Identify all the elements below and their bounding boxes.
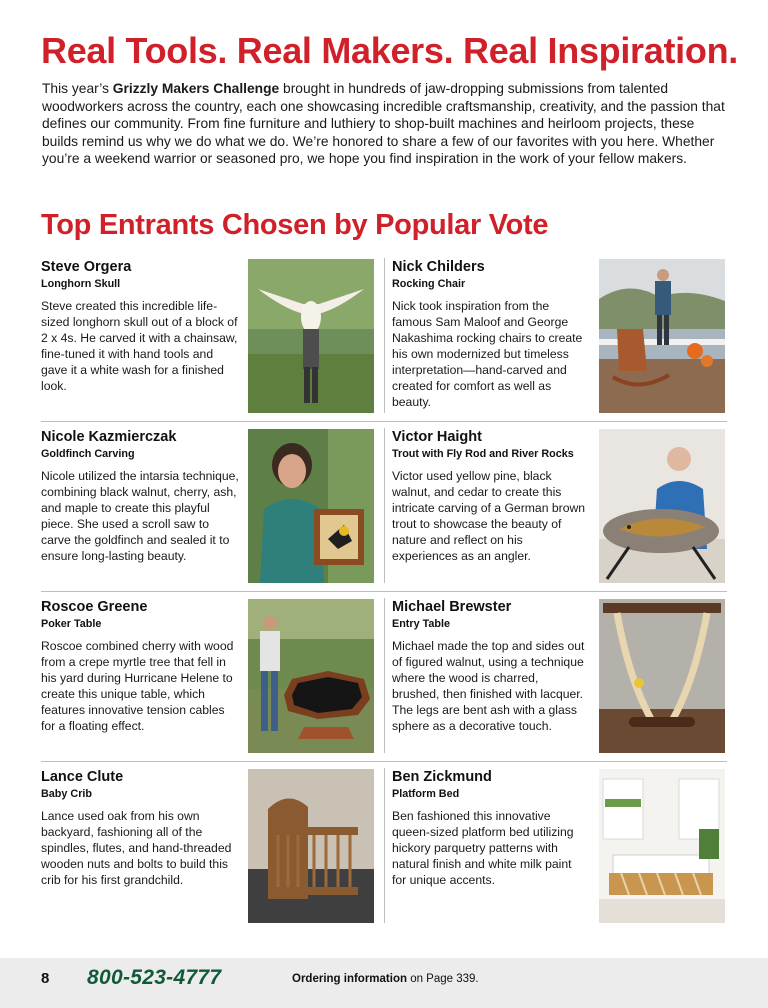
entrant-photo-longhorn-skull <box>248 259 374 413</box>
entrant-name: Michael Brewster <box>392 599 512 615</box>
entrants-row <box>41 428 727 598</box>
entrant-description: Ben fashioned this innovative queen-sized platform bed utilizing hickory parquetry patterns with natural finish and white milk paint for unique accents. <box>392 809 574 887</box>
entrant-description: Lance used oak from his own backyard, fashioning all of the spindles, flutes, and hand-threaded wooden nuts and bolts to build this crib for his first grandchild. <box>41 809 232 887</box>
entrant-card <box>392 598 725 753</box>
page-footer <box>0 958 768 1008</box>
entrant-card <box>392 258 725 413</box>
entrant-description: Roscoe combined cherry with wood from a crepe myrtle tree that fell in his yard during Hurricane Helene to create this unique table, which features innovative tension cables for a floating effect. <box>41 639 234 733</box>
intro-text-start: This year’s <box>42 81 113 96</box>
entrant-description: Nick took inspiration from the famous Sam Maloof and George Nakashima rocking chairs to create his own modernized but timeless interpretation—hand-carved and created for comfort as well as beauty. <box>392 299 583 409</box>
entrant-project: Rocking Chair <box>392 278 466 290</box>
column-divider <box>384 598 385 753</box>
entrant-project: Trout with Fly Rod and River Rocks <box>392 448 574 460</box>
entrants-row <box>41 598 727 768</box>
entrant-project: Longhorn Skull <box>41 278 121 290</box>
entrants-row <box>41 768 727 938</box>
entrant-card <box>392 428 725 583</box>
page-headline: Real Tools. Real Makers. Real Inspiration. <box>41 30 738 71</box>
ordering-info-page: on Page 339. <box>407 973 479 985</box>
entrant-description: Victor used yellow pine, black walnut, and cedar to create this intricate carving of a German brown trout to showcase the beauty of nature and reflect on his experiences as an angler. <box>392 469 586 563</box>
entrant-name: Roscoe Greene <box>41 599 148 615</box>
entrant-description: Steve created this incredible life-sized longhorn skull out of a block of 2 x 4s. He carved it with a chainsaw, fine-tuned it with hand tools and gave it a white wash for a finished look. <box>41 299 238 393</box>
entrant-description: Michael made the top and sides out of figured walnut, using a technique where the wood is charred, brushed, then finished with lacquer. The legs are bent ash with a glass sphere as a decorative touch. <box>392 639 585 733</box>
entrant-photo-rocking-chair <box>599 259 725 413</box>
entrant-photo-goldfinch-carving <box>248 429 374 583</box>
entrant-name: Nick Childers <box>392 259 485 275</box>
entrant-photo-trout-carving <box>599 429 725 583</box>
phone-number[interactable]: 800-523-4777 <box>87 966 222 989</box>
entrant-description: Nicole utilized the intarsia technique, combining black walnut, cherry, ash, and maple to create this playful piece. She used a scroll saw to carve the goldfinch and sealed it to ensure long-lasting beauty. <box>41 469 239 563</box>
entrant-project: Poker Table <box>41 618 102 630</box>
section-title: Top Entrants Chosen by Popular Vote <box>41 209 549 241</box>
entrant-card <box>392 768 725 923</box>
entrant-name: Victor Haight <box>392 429 482 445</box>
entrant-card <box>41 598 374 753</box>
entrant-project: Platform Bed <box>392 788 460 800</box>
entrant-project: Goldfinch Carving <box>41 448 135 460</box>
entrant-photo-platform-bed <box>599 769 725 923</box>
entrant-project: Entry Table <box>392 618 450 630</box>
entrant-card <box>41 428 374 583</box>
page-number: 8 <box>41 970 50 987</box>
entrants-row <box>41 258 727 428</box>
entrant-photo-poker-table <box>248 599 374 753</box>
entrant-name: Ben Zickmund <box>392 769 492 785</box>
entrant-name: Steve Orgera <box>41 259 132 275</box>
column-divider <box>384 258 385 413</box>
entrant-name: Nicole Kazmierczak <box>41 429 177 445</box>
entrants-grid <box>41 258 727 938</box>
intro-challenge-name: Grizzly Makers Challenge <box>112 81 280 96</box>
entrant-name: Lance Clute <box>41 769 124 785</box>
ordering-info <box>292 972 479 986</box>
intro-paragraph <box>42 80 732 168</box>
column-divider <box>384 428 385 583</box>
ordering-info-label: Ordering information <box>292 973 407 985</box>
intro-text-rest: brought in hundreds of jaw-dropping submissions from talented woodworkers across the country, each one showcasing incredible craftsmanship, creativity, and the passion that defines our community. From fine furniture and luthiery to shop-built machines and heirloom projects, these builds remind us why we do what we do. We’re honored to share a few of our favorites with you here. Whether you’re a weekend warrior or seasoned pro, we hope you find inspiration in the work of your fellow makers. <box>42 81 725 167</box>
entrant-card <box>41 768 374 923</box>
column-divider <box>384 768 385 923</box>
entrant-photo-entry-table <box>599 599 725 753</box>
entrant-project: Baby Crib <box>41 788 92 800</box>
entrant-card <box>41 258 374 413</box>
entrant-photo-baby-crib <box>248 769 374 923</box>
